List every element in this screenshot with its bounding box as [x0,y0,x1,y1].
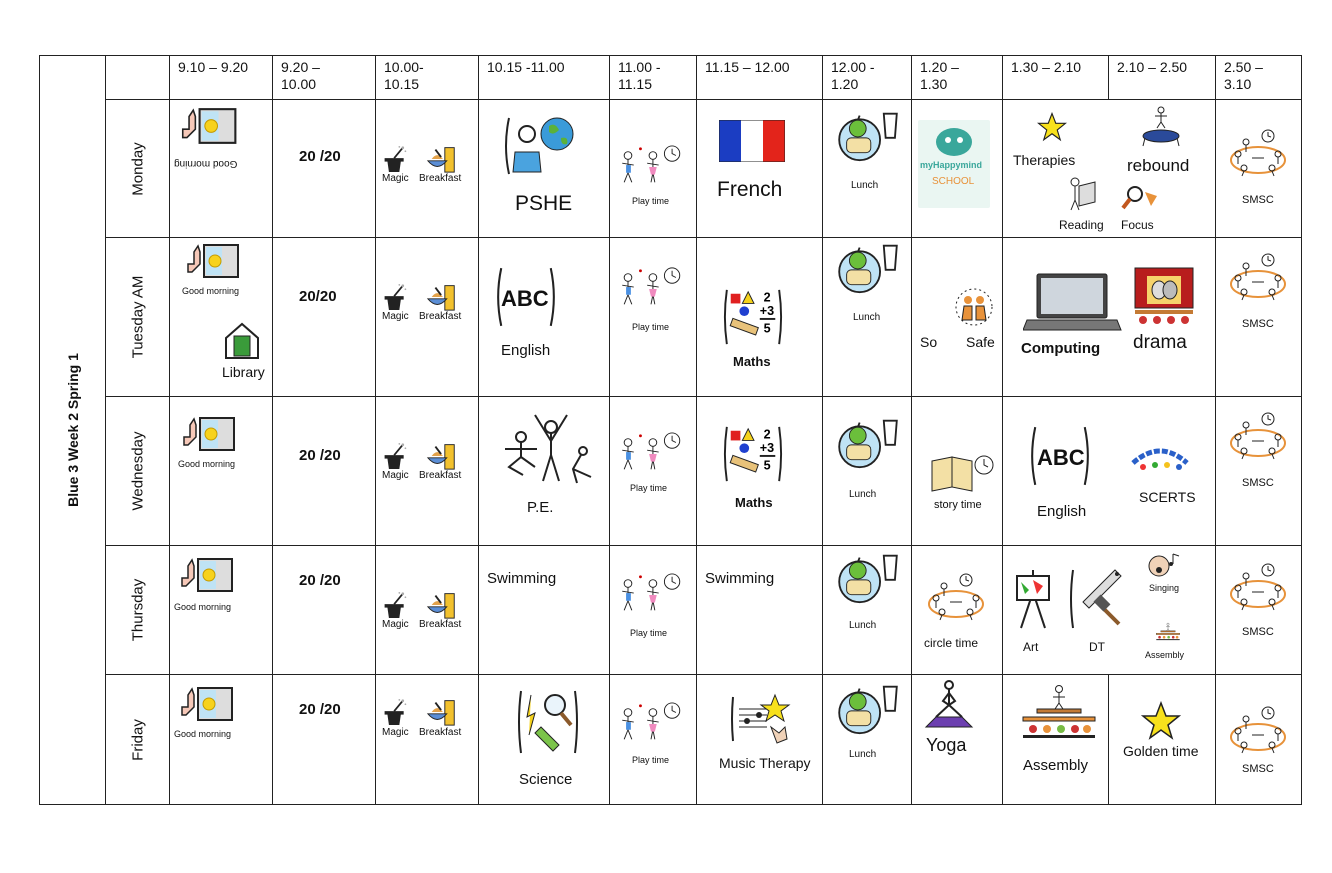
magic-icon [382,441,408,471]
time-label: 11.15 – 12.00 [705,59,790,75]
day-row-tuesday [40,238,1302,397]
play-time-icon [618,701,684,747]
slot-english-scerts [1003,397,1216,546]
time-cell [1109,56,1216,100]
time-label: 2.50 – 3.10 [1224,59,1263,92]
play-time-label: Play time [630,628,668,638]
lunch-label: Lunch [851,180,879,191]
lunch-icon [835,110,901,162]
art-label: Art [1023,640,1039,654]
lunch-icon [835,683,901,735]
assembly-icon [1155,622,1181,642]
lunch-label: Lunch [849,749,877,760]
day-label: Friday [129,718,146,761]
smsc-icon [1228,705,1288,755]
slot-play-time [610,397,697,546]
slot-golden-time [1109,675,1216,805]
smsc-icon [1228,128,1288,178]
focus-label: Focus [1121,218,1154,232]
good-morning-label: Good morning [174,729,232,739]
slot-french [697,100,823,238]
maths-icon [721,286,785,348]
time-cell [610,56,697,100]
abc-label: ABC [1037,445,1085,470]
pshe-icon [503,112,579,180]
good-morning-label: Good morning [178,459,236,469]
slot-lunch [823,238,912,397]
magic-label: Magic [382,619,409,630]
time-cell [273,56,376,100]
swimming-label: Swimming [705,570,775,587]
smsc-label: SMSC [1242,626,1274,638]
slot-play-time [610,238,697,397]
time-cell [1216,56,1302,100]
day-cell [106,675,170,805]
therapies-label: Therapies [1013,152,1076,168]
singing-label: Singing [1149,583,1180,593]
french-flag-icon [719,120,785,162]
reading-icon [1067,176,1099,212]
slot-score [273,675,376,805]
yoga-label: Yoga [926,735,967,755]
good-morning-icon [180,415,236,453]
slot-good-morning [170,238,273,397]
myhappymind-logo [918,120,990,208]
golden-time-star-icon [1141,701,1181,741]
time-cell [912,56,1003,100]
good-morning-label: Good morning [174,158,238,169]
circle-time-icon [926,572,986,622]
time-label: 9.20 – 10.00 [281,59,320,92]
slot-smsc [1216,546,1302,675]
therapies-icon [1037,112,1067,142]
safe-label: Safe [966,334,995,350]
play-time-label: Play time [630,483,668,493]
time-label: 12.00 - 1.20 [831,59,875,92]
slot-therapies-rebound [1003,100,1216,238]
pshe-label: PSHE [515,192,573,215]
drama-label: drama [1133,332,1187,353]
slot-smsc [1216,675,1302,805]
french-label: French [717,178,783,201]
slot-maths [697,238,823,397]
magic-icon [382,590,408,620]
slot-computing-drama [1003,238,1216,397]
time-cell [376,56,479,100]
slot-swimming [479,546,610,675]
so-label: So [920,334,938,350]
slot-good-morning [170,675,273,805]
magic-label: Magic [382,727,409,738]
swimming-label: Swimming [487,570,557,587]
pe-label: P.E. [527,499,554,516]
lunch-label: Lunch [849,620,877,631]
circle-time-label: circle time [924,636,979,650]
golden-time-label: Golden time [1123,743,1199,759]
slot-pshe [479,100,610,238]
day-label: Wednesday [129,431,146,511]
smsc-icon [1228,252,1288,302]
day-label: Thursday [129,578,146,642]
happymind-mascot-icon [934,124,974,158]
dt-tools-icon [1069,566,1133,632]
slot-score [273,397,376,546]
library-icon [222,322,262,360]
play-time-label: Play time [632,755,670,765]
day-label: Tuesday AM [129,275,146,359]
slot-swimming [697,546,823,675]
smsc-icon [1228,562,1288,612]
slot-pe [479,397,610,546]
magic-label: Magic [382,470,409,481]
lunch-icon [835,552,901,604]
time-cell [1003,56,1109,100]
slot-magic-breakfast [376,397,479,546]
school-label: SCHOOL [932,176,975,187]
singing-icon [1147,552,1183,580]
pe-icon [495,411,595,487]
assembly-icon [1019,685,1099,741]
slot-magic-breakfast [376,238,479,397]
time-cell [170,56,273,100]
day-row-friday [40,675,1302,805]
so-safe-icon [954,286,994,328]
breakfast-label: Breakfast [419,173,462,184]
time-label: 2.10 – 2.50 [1117,59,1188,75]
slot-circle-time [912,546,1003,675]
maths-label: Maths [733,354,771,369]
magic-label: Magic [382,311,409,322]
science-icon [515,687,581,757]
breakfast-icon [426,142,458,174]
english-label: English [1037,503,1087,520]
breakfast-label: Breakfast [419,619,462,630]
good-morning-icon [178,106,238,146]
magic-icon [382,697,408,727]
time-cell [479,56,610,100]
day-cell [106,100,170,238]
play-time-icon [618,266,684,312]
slot-play-time [610,546,697,675]
rebound-trampoline-icon [1139,104,1183,148]
myhappymind-label: myHappymind [920,160,983,170]
time-header-row [40,56,1302,100]
slot-english [479,238,610,397]
smsc-icon [1228,411,1288,461]
art-easel-icon [1015,568,1051,630]
score-label: 20 /20 [299,701,341,718]
play-time-label: Play time [632,322,670,332]
slot-magic-breakfast [376,546,479,675]
slot-smsc [1216,100,1302,238]
slot-yoga [912,675,1003,805]
library-label: Library [222,364,265,380]
scerts-logo-icon [1129,443,1191,477]
slot-lunch [823,100,912,238]
assembly-label: Assembly [1145,650,1185,660]
story-time-icon [930,453,996,493]
story-time-label: story time [934,499,982,511]
music-therapy-icon [731,693,791,745]
title-cell [40,56,106,805]
time-label: 9.10 – 9.20 [178,59,249,75]
timetable [39,55,1302,805]
yoga-icon [924,679,974,729]
slot-music-therapy [697,675,823,805]
slot-good-morning [170,100,273,238]
breakfast-icon [426,695,458,727]
slot-art-dt-singing [1003,546,1216,675]
slot-lunch [823,675,912,805]
assembly-label: Assembly [1023,757,1089,774]
dt-label: DT [1089,640,1105,654]
play-time-icon [618,144,684,190]
lunch-label: Lunch [853,312,881,323]
maths-label: Maths [735,495,773,510]
good-morning-icon [178,685,234,723]
drama-theatre-icon [1133,266,1195,328]
breakfast-icon [426,439,458,471]
magic-icon [382,144,408,174]
day-cell [106,238,170,397]
timetable-title: Blue 3 Week 2 Spring 1 [64,353,81,507]
smsc-label: SMSC [1242,318,1274,330]
score-label: 20 /20 [299,572,341,589]
slot-smsc [1216,397,1302,546]
day-cell [106,546,170,675]
science-label: Science [519,771,573,788]
day-cell [106,397,170,546]
smsc-label: SMSC [1242,763,1274,775]
smsc-label: SMSC [1242,194,1274,206]
slot-score [273,100,376,238]
focus-icon [1121,184,1161,214]
slot-assembly [1003,675,1109,805]
slot-smsc [1216,238,1302,397]
reading-label: Reading [1059,218,1104,232]
slot-lunch [823,546,912,675]
abc-label: ABC [501,286,549,311]
slot-lunch [823,397,912,546]
score-label: 20 /20 [299,447,341,464]
english-label: English [501,342,551,359]
music-therapy-label: Music Therapy [719,755,811,771]
time-label: 10.00- 10.15 [384,59,424,92]
day-row-thursday [40,546,1302,675]
lunch-icon [835,417,901,469]
slot-story-time [912,397,1003,546]
play-time-icon [618,431,684,477]
good-morning-label: Good morning [174,602,232,612]
magic-label: Magic [382,173,409,184]
play-time-label: Play time [632,196,670,206]
breakfast-icon [426,588,458,620]
time-cell [823,56,912,100]
time-label: 1.30 – 2.10 [1011,59,1082,75]
slot-myhappymind [912,100,1003,238]
computing-label: Computing [1021,340,1101,357]
magic-icon [382,282,408,312]
play-time-icon [618,572,684,618]
slot-play-time [610,100,697,238]
day-row-monday [40,100,1302,238]
rebound-label: rebound [1127,156,1190,175]
day-row-wednesday [40,397,1302,546]
slot-science [479,675,610,805]
slot-magic-breakfast [376,100,479,238]
scerts-label: SCERTS [1139,489,1196,505]
slot-score [273,546,376,675]
breakfast-icon [426,280,458,312]
slot-good-morning [170,546,273,675]
day-label: Monday [129,141,146,196]
breakfast-label: Breakfast [419,470,462,481]
maths-icon [721,423,785,485]
good-morning-icon [178,556,234,594]
good-morning-label: Good morning [182,286,240,296]
breakfast-label: Breakfast [419,727,462,738]
time-label: 10.15 -11.00 [487,59,565,75]
time-label: 11.00 - 11.15 [618,59,661,92]
smsc-label: SMSC [1242,477,1274,489]
score-label: 20 /20 [299,148,341,165]
time-cell [697,56,823,100]
breakfast-label: Breakfast [419,311,462,322]
slot-good-morning [170,397,273,546]
slot-maths [697,397,823,546]
corner-cell [106,56,170,100]
lunch-icon [835,242,901,294]
slot-magic-breakfast [376,675,479,805]
slot-play-time [610,675,697,805]
lunch-label: Lunch [849,489,877,500]
good-morning-icon [184,242,240,280]
computing-laptop-icon [1023,272,1123,334]
slot-so-safe [912,238,1003,397]
score-label: 20/20 [299,288,337,305]
time-label: 1.20 – 1.30 [920,59,959,92]
slot-score [273,238,376,397]
